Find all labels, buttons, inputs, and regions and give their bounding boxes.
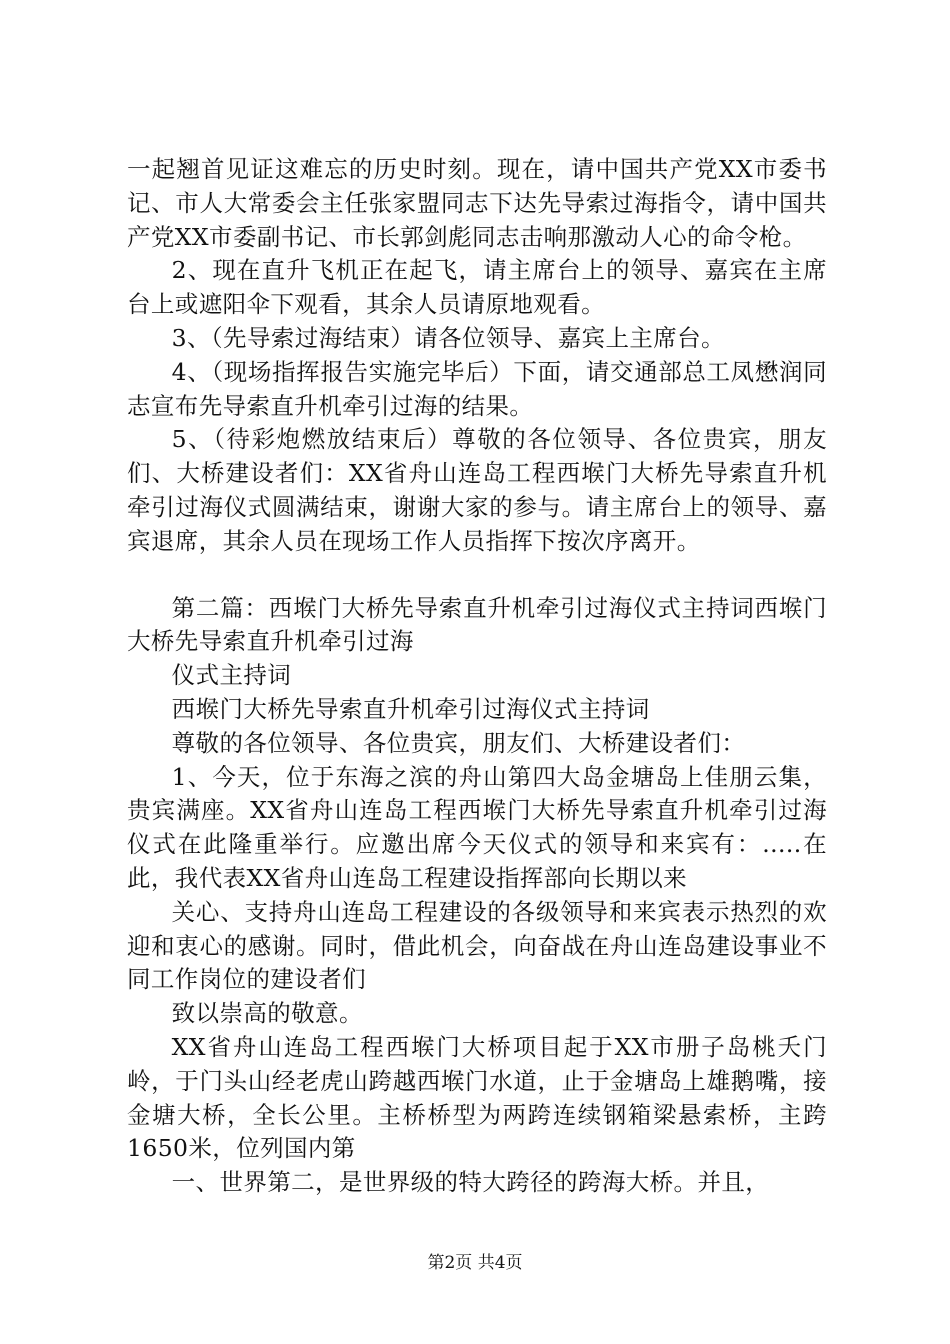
section-subtitle: 仪式主持词 — [171, 661, 292, 690]
paragraph-thanks: 关心、支持舟山连岛工程建设的各级领导和来宾表示热烈的欢迎和衷心的感谢。同时，借此机会，向奋战在舟山连岛建设事业不同工作岗位的建设者们 — [127, 897, 827, 994]
paragraph-project: XX省舟山连岛工程西堠门大桥项目起于XX市册子岛桃夭门岭，于门头山经老虎山跨越西堠门水道，止于金塘岛上雄鹅嘴，接金塘大桥，全长公里。主桥桥型为两跨连续钢箱梁悬索桥，主跨1650米，位列国内第 — [127, 1032, 827, 1163]
section-heading: 第二篇：西堠门大桥先导索直升机牵引过海仪式主持词西堠门大桥先导索直升机牵引过海 — [127, 593, 827, 656]
document-body — [127, 153, 827, 1200]
paragraph-ranking: 一、世界第二，是世界级的特大跨径的跨海大桥。并且， — [171, 1168, 770, 1197]
paragraph-item-4: 4、（现场指挥报告实施完毕后）下面，请交通部总工凤懋润同志宣布先导索直升机牵引过海的结果。 — [127, 357, 827, 420]
page-number: 第2页 共4页 — [427, 1253, 523, 1273]
page-footer — [0, 1248, 950, 1273]
salutation: 尊敬的各位领导、各位贵宾，朋友们、大桥建设者们： — [171, 728, 746, 757]
paragraph-item-3: 3、（先导索过海结束）请各位领导、嘉宾上主席台。 — [171, 323, 725, 352]
paragraph-item-2: 2、现在直升飞机正在起飞，请主席台上的领导、嘉宾在主席台上或遮阳伞下观看，其余人员请原地观看。 — [127, 256, 827, 319]
paragraph-item-1: 1、今天，位于东海之滨的舟山第四大岛金塘岛上佳朋云集，贵宾满座。XX省舟山连岛工程西堠门大桥先导索直升机牵引过海仪式在此隆重举行。应邀出席今天仪式的领导和来宾有：.....在此，我代表XX省舟山连岛工程建设指挥部向长期以来 — [127, 762, 827, 892]
speech-title: 西堠门大桥先导索直升机牵引过海仪式主持词 — [171, 694, 650, 723]
paragraph-item-5: 5、（待彩炮燃放结束后）尊敬的各位领导、各位贵宾，朋友们、大桥建设者们：XX省舟山连岛工程西堠门大桥先导索直升机牵引过海仪式圆满结束，谢谢大家的参与。请主席台上的领导、嘉宾退席，其余人员在现场工作人员指挥下按次序离开。 — [127, 425, 827, 555]
paragraph-continuation: 一起翘首见证这难忘的历史时刻。现在，请中国共产党XX市委书记、市人大常委会主任张家盟同志下达先导索过海指令，请中国共产党XX市委副书记、市长郭剑彪同志击响那激动人心的命令枪。 — [127, 155, 827, 251]
paragraph-respect: 致以崇高的敬意。 — [171, 999, 363, 1028]
